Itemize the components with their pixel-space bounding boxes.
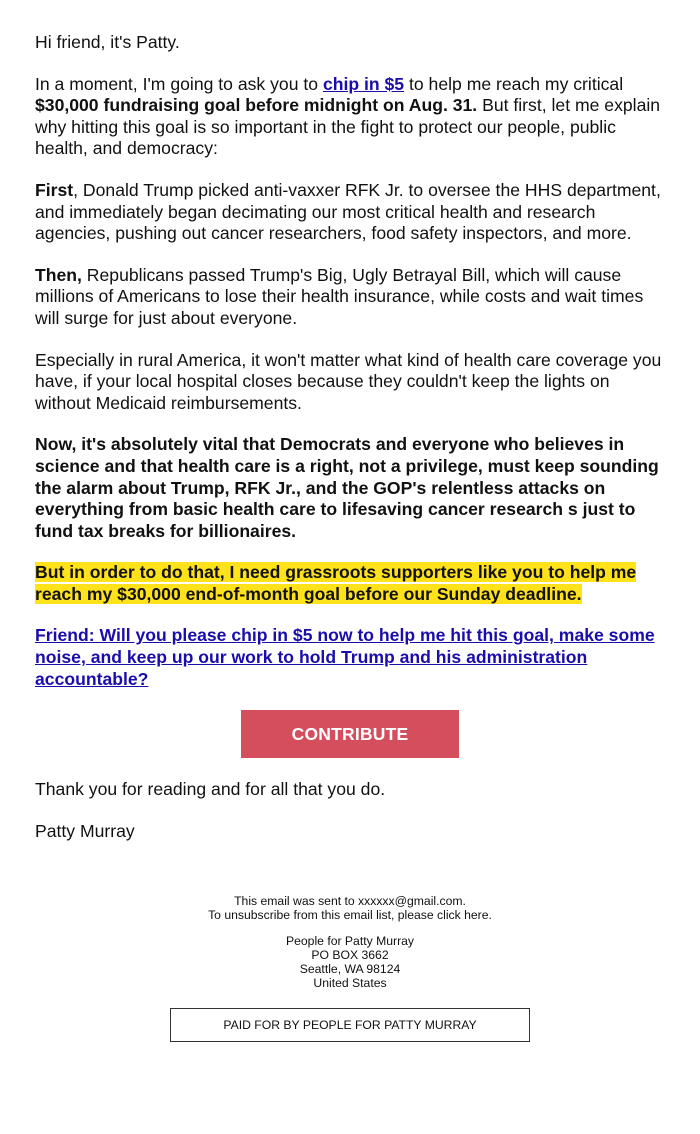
vital-paragraph: Now, it's absolutely vital that Democrats and everyone who believes in science and that health care is a right, not a privilege, must keep sounding the alarm about Trump, RFK Jr., and the GOP's relentless attacks on everything from basic health care to lifesaving cancer research s just to fund tax breaks for billionaires. (35, 434, 659, 541)
city-state: Seattle, WA 98124 (299, 962, 401, 977)
intro-text-start: In a moment, I'm going to ask you to (35, 73, 323, 94)
button-row (35, 710, 665, 758)
highlight-paragraph (35, 562, 665, 605)
intro-text-end: But first, let me explain why hitting this goal is so important in the fight to protect our people, public health, and democracy: (35, 95, 661, 159)
ask-paragraph (35, 625, 665, 690)
paid-for-box: PAID FOR BY PEOPLE FOR PATTY MURRAY (170, 1008, 530, 1042)
footer-address (35, 934, 665, 990)
first-paragraph (35, 180, 665, 245)
country: United States (313, 976, 387, 991)
unsubscribe-link[interactable]: To unsubscribe from this email list, please click here. (208, 908, 492, 923)
signature: Patty Murray (35, 820, 135, 841)
goal-bold-text: $30,000 fundraising goal before midnight on Aug. 31. (35, 95, 478, 116)
then-paragraph (35, 265, 665, 330)
then-bold: Then, (35, 264, 82, 285)
rural-paragraph: Especially in rural America, it won't matter what kind of health care coverage you have, if your local hospital closes because they couldn't keep the lights on without Medicaid reimbursements. (35, 349, 662, 413)
then-text: Republicans passed Trump's Big, Ugly Betrayal Bill, which will cause millions of Americans to lose their health insurance, while costs and wait times will surge for just about everyone. (35, 264, 644, 328)
intro-paragraph (35, 74, 665, 160)
first-text: , Donald Trump picked anti-vaxxer RFK Jr. to oversee the HHS department, and immediately began decimating our most critical health and research agencies, pushing out cancer researchers, food safety inspectors, and more. (35, 179, 661, 244)
greeting: Hi friend, it's Patty. (35, 32, 180, 52)
chip-in-ask-link[interactable]: Friend: Will you please chip in $5 now to help me hit this goal, make some noise, and keep up our work to hold Trump and his administration accountable? (35, 625, 655, 689)
sent-to-text: This email was sent to xxxxxx@gmail.com. (234, 894, 466, 909)
intro-text-mid: to help me reach my critical (404, 73, 624, 94)
contribute-button[interactable]: CONTRIBUTE (241, 710, 459, 758)
highlighted-text: But in order to do that, I need grassroots supporters like you to help me reach my $30,000 end-of-month goal before our Sunday deadline. (35, 562, 637, 604)
footer-notice (35, 894, 665, 922)
po-box: PO BOX 3662 (311, 948, 389, 963)
footer (35, 894, 665, 1042)
closing-text: Thank you for reading and for all that you do. (35, 779, 386, 800)
first-bold: First (35, 179, 74, 200)
org-name: People for Patty Murray (285, 934, 415, 949)
chip-in-link[interactable]: chip in $5 (322, 73, 405, 94)
